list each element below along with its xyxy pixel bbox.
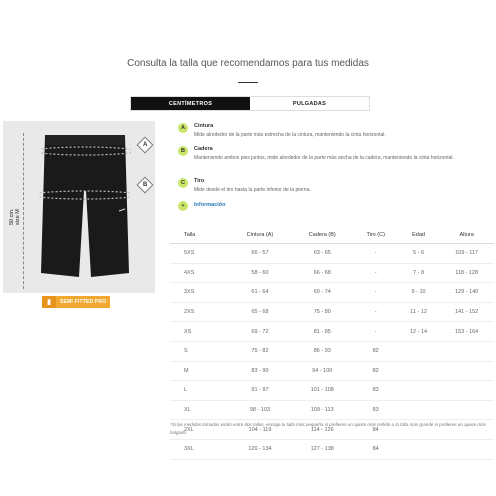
table-cell: 69 - 72	[229, 322, 291, 342]
table-cell: 127 - 138	[291, 439, 354, 459]
title-divider	[238, 82, 258, 83]
legend-letter-c: C	[178, 178, 188, 188]
table-cell: 84	[354, 439, 398, 459]
table-cell: 101 - 108	[291, 381, 354, 401]
table-cell: S	[170, 341, 229, 361]
legend-title: Cadera	[194, 146, 213, 152]
table-cell: 5 - 6	[398, 244, 439, 264]
table-cell: L	[170, 381, 229, 401]
column-header: Edad	[398, 226, 439, 244]
fit-badge-label: SEMI FITTED PRO	[56, 296, 110, 308]
table-cell: 120 - 134	[229, 439, 291, 459]
table-cell: 118 - 128	[439, 263, 494, 283]
table-cell	[439, 381, 494, 401]
table-cell: 104 - 119	[229, 420, 291, 440]
table-cell	[439, 400, 494, 420]
table-cell: 98 - 103	[229, 400, 291, 420]
table-cell: 153 - 164	[439, 322, 494, 342]
tab-pulgadas[interactable]: PULGADAS	[250, 97, 369, 110]
table-cell: 109 - 117	[439, 244, 494, 264]
column-header: Altura	[439, 226, 494, 244]
table-cell: 4XS	[170, 263, 229, 283]
table-row	[170, 439, 494, 459]
table-cell: 75 - 82	[229, 341, 291, 361]
plus-icon[interactable]: +	[178, 201, 188, 211]
legend-letter-a: A	[178, 123, 188, 133]
table-cell: 7 - 8	[398, 263, 439, 283]
table-cell: 84	[354, 420, 398, 440]
table-cell: 58 - 60	[229, 263, 291, 283]
legend-desc: Mide desde el tiro hasta la parte inferior de la pierna.	[194, 187, 311, 193]
table-cell: 2XS	[170, 302, 229, 322]
table-row	[170, 400, 494, 420]
table-cell: -	[354, 322, 398, 342]
marker-a: A	[137, 137, 154, 154]
table-cell: 114 - 126	[291, 420, 354, 440]
table-row	[170, 381, 494, 401]
table-row	[170, 341, 494, 361]
info-link[interactable]: Información	[194, 202, 226, 208]
legend-desc: Mide alrededor de la parte más estrecha de la cintura, manteniendo la cinta horizontal.	[194, 132, 386, 138]
table-cell	[398, 341, 439, 361]
legend-letter-b: B	[178, 146, 188, 156]
table-cell: 91 - 97	[229, 381, 291, 401]
table-cell: -	[354, 244, 398, 264]
table-cell: 69 - 74	[291, 283, 354, 303]
size-note: *Si las medidas tomadas están entre dos tallas, escoge la talla más pequeña si prefieres un ajuste más ceñido o la talla más grande si prefieres un ajuste más holgado.	[170, 422, 486, 435]
table-cell: 129 - 140	[439, 283, 494, 303]
table-cell	[439, 439, 494, 459]
tab-centimetros[interactable]: CENTÍMETROS	[131, 97, 250, 110]
table-row	[170, 361, 494, 381]
table-cell	[398, 400, 439, 420]
table-row	[170, 263, 494, 283]
page-title: Consulta la talla que recomendamos para tus medidas	[127, 58, 369, 69]
table-cell: 61 - 64	[229, 283, 291, 303]
table-row	[170, 302, 494, 322]
table-cell: 9 - 10	[398, 283, 439, 303]
table-cell: 65 - 68	[229, 302, 291, 322]
table-cell: 3XL	[170, 439, 229, 459]
table-cell	[398, 381, 439, 401]
table-cell	[398, 361, 439, 381]
table-cell: 83	[354, 381, 398, 401]
shorts-icon: ▮	[42, 296, 56, 308]
table-cell: 3XS	[170, 283, 229, 303]
length-guide	[23, 133, 24, 289]
unit-tabs	[130, 96, 370, 111]
garment-figure	[3, 121, 155, 293]
table-cell: 82	[354, 361, 398, 381]
column-header: Tiro (C)	[354, 226, 398, 244]
table-cell: 86 - 93	[291, 341, 354, 361]
column-header: Cadera (B)	[291, 226, 354, 244]
table-cell: 75 - 80	[291, 302, 354, 322]
table-cell: M	[170, 361, 229, 381]
table-cell: 66 - 68	[291, 263, 354, 283]
table-cell: 5XS	[170, 244, 229, 264]
column-header: Talla	[170, 226, 229, 244]
table-cell: 83	[354, 400, 398, 420]
table-cell: -	[354, 283, 398, 303]
table-cell	[439, 361, 494, 381]
table-cell: 109 - 113	[291, 400, 354, 420]
fit-badge	[42, 296, 110, 308]
table-cell: 56 - 57	[229, 244, 291, 264]
legend-desc: Manteniendo ambos pies juntos, mide alrededor de la parte más ancha de la cadera, manteniendo la cinta horizontal.	[194, 155, 454, 161]
table-cell: -	[354, 302, 398, 322]
column-header: Cintura (A)	[229, 226, 291, 244]
table-row	[170, 283, 494, 303]
table-cell	[439, 341, 494, 361]
shorts-image	[39, 131, 131, 281]
table-cell: 94 - 100	[291, 361, 354, 381]
table-cell: XS	[170, 322, 229, 342]
table-cell: 141 - 152	[439, 302, 494, 322]
table-header-row	[170, 226, 494, 244]
table-cell: 11 - 12	[398, 302, 439, 322]
legend-title: Cintura	[194, 123, 214, 129]
table-cell: 63 - 65	[291, 244, 354, 264]
marker-b: B	[137, 177, 154, 194]
table-cell: 81 - 85	[291, 322, 354, 342]
table-cell: XL	[170, 400, 229, 420]
table-cell: -	[354, 263, 398, 283]
table-cell: 82	[354, 341, 398, 361]
table-cell: 2XL	[170, 420, 229, 440]
table-row	[170, 322, 494, 342]
table-row	[170, 244, 494, 264]
table-cell: 12 - 14	[398, 322, 439, 342]
table-cell: 83 - 90	[229, 361, 291, 381]
table-cell	[398, 439, 439, 459]
legend-title: Tiro	[194, 178, 205, 184]
dimension-label: 50 cm. size M	[9, 208, 21, 225]
